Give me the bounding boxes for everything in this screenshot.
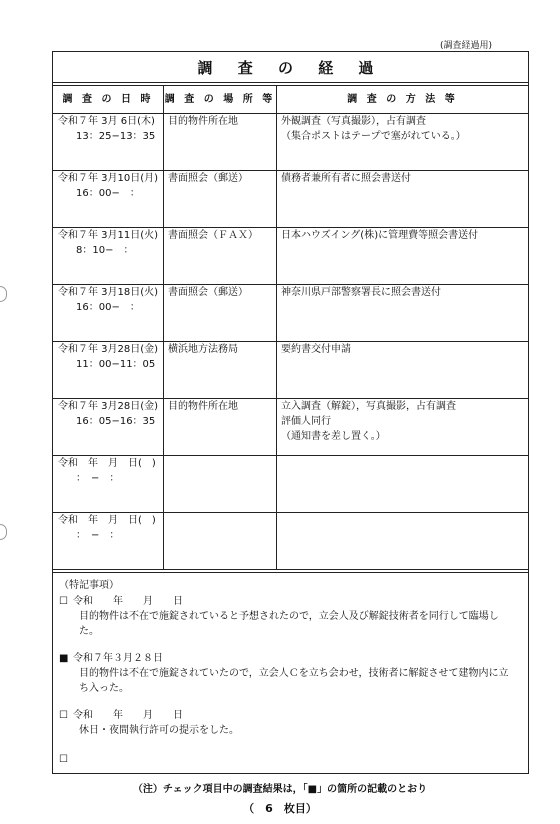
row-place: 目的物件所在地 — [164, 399, 277, 456]
row-method: （集合ポストはテープで塞がれている。） — [281, 131, 466, 142]
survey-log-form — [52, 51, 529, 774]
checkbox-empty-icon: ☐ — [59, 754, 68, 765]
table-row — [53, 228, 528, 285]
row-place: 横浜地方法務局 — [164, 342, 277, 399]
special-notes-section — [53, 572, 528, 775]
row-date: 令和 年 月 日( ) — [58, 515, 156, 526]
page-count: （ 6 枚目） — [243, 802, 317, 815]
row-place: 書面照会（ＦＡＸ） — [164, 228, 277, 285]
row-date: 令和７年 3月28日(金) — [58, 401, 159, 412]
note-body: 目的物件は不在で施錠されていると予想されたので，立会人及び解錠技術者を同行して臨場した。 — [79, 611, 499, 637]
row-method — [277, 456, 529, 513]
note-date: 令和 年 月 日 — [73, 596, 183, 607]
row-place: 目的物件所在地 — [164, 114, 277, 171]
form-type-label: (調査経過用) — [440, 41, 493, 51]
row-time: 8：10− ： — [76, 245, 134, 256]
checkbox-filled-icon: ■ — [59, 653, 69, 664]
row-date: 令和７年 3月10日(月) — [58, 173, 159, 184]
row-method: 神奈川県戸部警察署長に照会書送付 — [281, 287, 441, 298]
form-title: 調 査 の 経 過 — [53, 52, 528, 83]
row-time: ： − ： — [76, 473, 120, 484]
row-method: 債務者兼所有者に照会書送付 — [281, 173, 411, 184]
row-method: 日本ハウズイング(株)に管理費等照会書送付 — [281, 230, 479, 241]
row-place — [164, 513, 277, 570]
col-method-header: 調 査 の 方 法 等 — [277, 86, 529, 114]
table-row — [53, 399, 528, 456]
table-row — [53, 342, 528, 399]
checkbox-empty-icon: ☐ — [59, 596, 68, 607]
row-place — [164, 456, 277, 513]
footer-note: （注）チェック項目中の調査結果は，「■」の箇所の記載のとおり — [132, 784, 428, 795]
row-time: 16：00− ： — [76, 302, 140, 313]
row-time: 11：00−11：05 — [76, 359, 156, 370]
notes-title: （特記事項） — [59, 580, 119, 591]
row-method: 立入調査（解錠），写真撮影，占有調査 — [281, 401, 456, 412]
row-place: 書面照会（郵送） — [164, 285, 277, 342]
table-row — [53, 171, 528, 228]
row-time: 16：00− ： — [76, 188, 140, 199]
table-row — [53, 114, 528, 171]
row-date: 令和７年 3月18日(火) — [58, 287, 159, 298]
note-item — [59, 708, 522, 738]
row-time: 13：25−13：35 — [76, 131, 156, 142]
row-date: 令和 年 月 日( ) — [58, 458, 156, 469]
note-body: 目的物件は不在で施錠されていたので，立会人Ｃを立ち会わせ，技術者に解錠させて建物内に立ち入った。 — [79, 668, 509, 694]
table-row — [53, 285, 528, 342]
binding-mark-top — [0, 286, 7, 302]
note-date: 令和 年 月 日 — [73, 710, 183, 721]
checkbox-empty-icon: ☐ — [59, 710, 68, 721]
table-row-blank — [53, 456, 528, 513]
note-body: 休日・夜間執行許可の提示をした。 — [79, 725, 239, 736]
note-date: 令和７年３月２８日 — [73, 653, 163, 664]
table-header — [53, 86, 528, 114]
row-method: 要約書交付申請 — [281, 344, 351, 355]
row-place: 書面照会（郵送） — [164, 171, 277, 228]
row-date: 令和７年 3月11日(火) — [58, 230, 159, 241]
row-method: 評価人同行 — [281, 416, 331, 427]
row-date: 令和７年 3月 6日(木) — [58, 116, 155, 127]
note-item — [59, 594, 522, 639]
table-row-blank — [53, 513, 528, 570]
binding-mark-bottom — [0, 524, 7, 540]
row-time: 16：05−16：35 — [76, 416, 156, 427]
col-date-header: 調 査 の 日 時 — [53, 86, 164, 114]
survey-table — [53, 85, 528, 570]
col-place-header: 調 査 の 場 所 等 — [164, 86, 277, 114]
row-date: 令和７年 3月28日(金) — [58, 344, 159, 355]
row-method — [277, 513, 529, 570]
row-method: 外観調査（写真撮影），占有調査 — [281, 116, 426, 127]
row-method: （通知書を差し置く。） — [281, 431, 386, 442]
row-time: ： − ： — [76, 530, 120, 541]
note-item — [59, 651, 522, 696]
note-item — [59, 752, 522, 767]
